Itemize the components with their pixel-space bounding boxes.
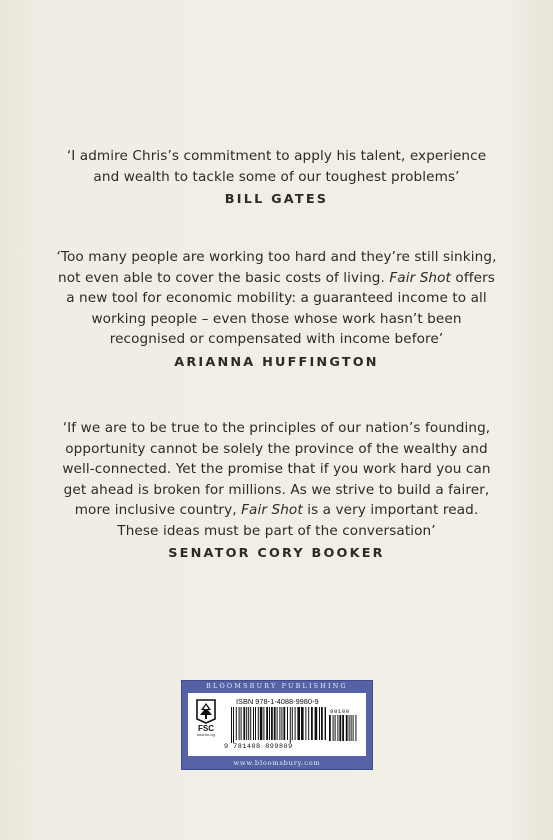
quote-bill-gates: [40, 146, 513, 209]
quote-line: ‘If we are to be true to the principles of our nation’s founding,: [62, 420, 491, 436]
barcode-bar: [342, 715, 344, 741]
quote-attribution: ARIANNA HUFFINGTON: [174, 354, 379, 370]
quote-line: These ideas must be part of the conversation’: [117, 522, 436, 539]
barcode-bar: [290, 707, 291, 743]
quote-line: recognised or compensated with income before’: [109, 331, 444, 347]
barcode-bar: [355, 715, 356, 741]
quote-line-part: not even able to cover the basic costs of living.: [58, 269, 385, 286]
barcode-bar: [231, 707, 232, 743]
barcode-bar: [301, 707, 304, 740]
publisher-name: BLOOMSBURY PUBLISHING: [206, 682, 348, 690]
barcode-bar: [263, 707, 264, 740]
barcode-bar: [236, 707, 237, 740]
barcode-bar: [243, 707, 245, 740]
barcode-bar: [311, 707, 313, 740]
barcode-bar: [335, 715, 336, 741]
quote-line: opportunity cannot be solely the province of the wealthy and: [65, 440, 488, 457]
quote-line-part: is a very important read.: [307, 502, 479, 518]
barcode-bar: [239, 707, 240, 740]
barcode-digits: 9 781408 899809: [224, 743, 293, 751]
barcode-bar: [351, 715, 352, 741]
quote-line: ‘Too many people are working too hard and they’re still sinking,: [56, 249, 497, 265]
barcode-bar: [255, 707, 256, 740]
barcode-bar: [339, 715, 341, 741]
quote-attribution: BILL GATES: [224, 192, 329, 207]
price-code: 90100: [330, 708, 350, 715]
barcode-bar: [266, 707, 268, 740]
barcode-bar: [346, 715, 348, 741]
barcode-bar: [321, 707, 323, 740]
quote-line: working people – even those whose work hasn’t been: [91, 310, 462, 327]
barcode-bar: [333, 715, 334, 741]
quote-attribution: SENATOR CORY BOOKER: [168, 546, 385, 561]
book-title-italic: Fair Shot: [241, 502, 303, 518]
barcode-bar: [329, 715, 331, 741]
barcode-bar: [308, 707, 309, 740]
fsc-logo: [192, 698, 220, 750]
barcode-bar: [248, 707, 249, 740]
barcode-bar: [279, 707, 280, 740]
barcode-bar: [260, 707, 263, 740]
barcode-bar: [305, 707, 306, 740]
quote-line: well-connected. Yet the promise that if you work hard you can: [62, 461, 491, 477]
barcode-bar: [253, 707, 254, 740]
barcode-bar: [315, 707, 318, 740]
quote-line: a new tool for economic mobility: a guaranteed income to all: [66, 290, 487, 306]
barcode-bar: [281, 707, 282, 740]
barcode-bar: [353, 715, 354, 741]
ean-barcode: [230, 707, 326, 743]
quote-line-part: offers: [455, 269, 495, 286]
barcode-bar: [292, 707, 293, 740]
barcode-panel: [181, 680, 373, 770]
quote-line: [40, 268, 513, 289]
barcode-bar: [295, 707, 296, 740]
barcode-bar: [297, 707, 300, 740]
barcode-bar: [349, 715, 350, 741]
publisher-website: www.bloomsbury.com: [233, 759, 321, 767]
barcode-bar: [325, 707, 326, 740]
barcode-bar: [337, 715, 338, 741]
barcode-bar: [271, 707, 273, 740]
quote-line: and wealth to tackle some of our toughest problems’: [93, 168, 460, 185]
quote-arianna-huffington: [40, 247, 513, 372]
fsc-label: FSC: [198, 724, 214, 733]
barcode-box: [188, 693, 366, 756]
barcode-bar: [269, 707, 270, 740]
fsc-tree-icon: [194, 698, 218, 724]
barcode-bar: [250, 707, 251, 740]
barcode-bar: [283, 707, 285, 740]
fsc-website: www.fsc.org: [196, 733, 216, 737]
book-title-italic: Fair Shot: [389, 269, 451, 286]
addon-barcode: [328, 715, 360, 743]
barcode-bar: [241, 707, 242, 740]
quote-cory-booker: [40, 418, 513, 563]
isbn-text: ISBN 978-1-4088-9980-9: [236, 697, 319, 706]
barcode-bar: [258, 707, 259, 740]
barcode-bar: [246, 707, 247, 740]
barcode-bar: [287, 707, 288, 740]
quote-line-part: more inclusive country,: [74, 502, 237, 518]
barcode-bar: [277, 707, 278, 740]
barcode-bar: [274, 707, 276, 740]
barcode-bar: [319, 707, 320, 740]
quote-line: get ahead is broken for millions. As we strive to build a fairer,: [63, 481, 490, 498]
quote-line: ‘I admire Chris’s commitment to apply his talent, experience: [66, 148, 487, 164]
barcode-bar: [233, 707, 234, 743]
quote-line: [40, 500, 513, 521]
